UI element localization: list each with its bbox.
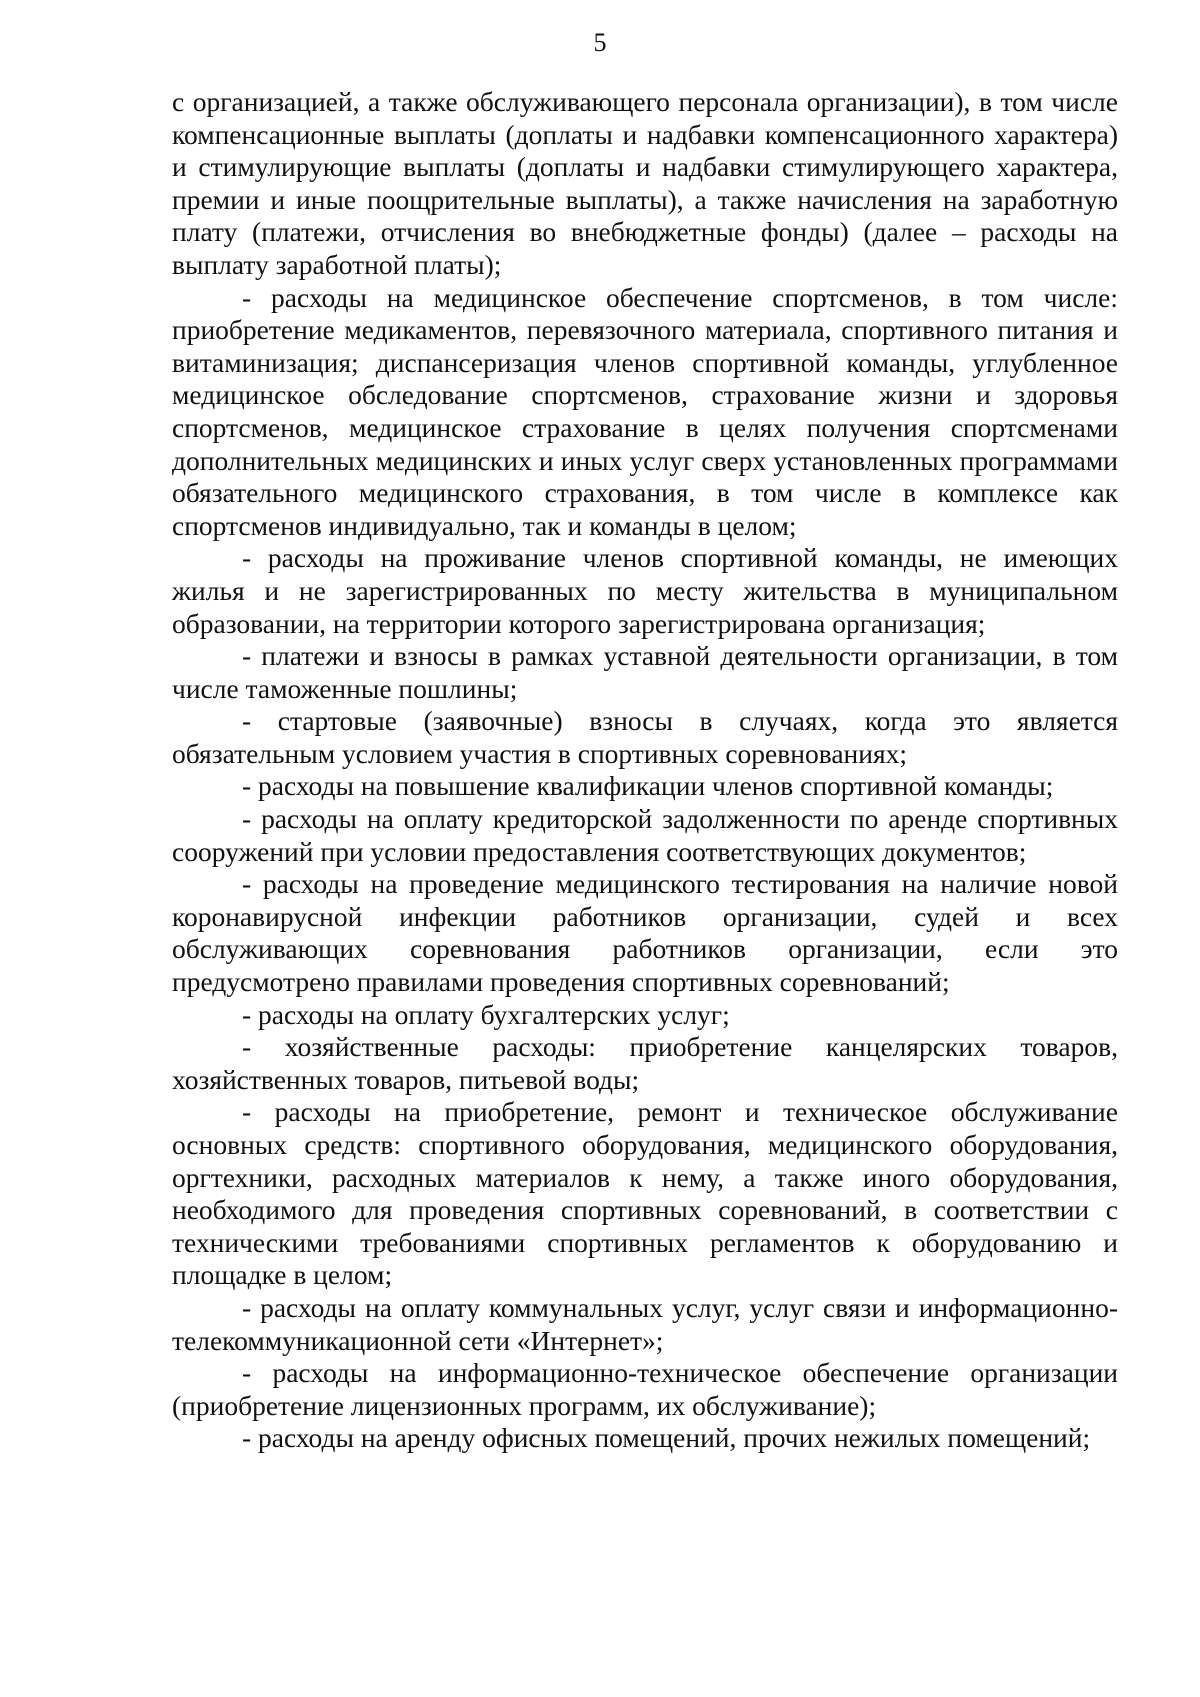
paragraph-rent-debt: - расходы на оплату кредиторской задолженности по аренде спортивных сооружений при условии предоставления соответствующих документов; <box>172 803 1118 867</box>
paragraph-salary-continuation: с организацией, а также обслуживающего персонала организации), в том числе компенсационные выплаты (доплаты и надбавки компенсационного характера) и стимулирующие выплаты (доплаты и надбавки стимулирующего характера, премии и иные поощрительные выплаты), а также начисления на заработную плату (платежи, отчисления во внебюджетные фонды) (далее – расходы на выплату заработной платы); <box>172 86 1118 280</box>
paragraph-covid-testing: - расходы на проведение медицинского тестирования на наличие новой коронавирусной инфекции работников организации, судей и всех обслуживающих соревнования работников организации, если это предусмотрено правилами проведения спортивных соревнований; <box>172 868 1118 998</box>
paragraph-accounting: - расходы на оплату бухгалтерских услуг; <box>242 998 730 1030</box>
paragraph-qualification: - расходы на повышение квалификации членов спортивной команды; <box>242 770 1054 802</box>
paragraph-fees-statutory: - платежи и взносы в рамках уставной деятельности организации, в том числе таможенные пошлины; <box>172 640 1118 704</box>
document-body <box>172 86 1118 1455</box>
paragraph-it-support: - расходы на информационно-техническое обеспечение организации (приобретение лицензионных программ, их обслуживание); <box>172 1357 1118 1421</box>
paragraph-accommodation: - расходы на проживание членов спортивной команды, не имеющих жилья и не зарегистрированных по месту жительства в муниципальном образовании, на территории которого зарегистрирована организация; <box>172 542 1118 639</box>
paragraph-equipment: - расходы на приобретение, ремонт и техническое обслуживание основных средств: спортивного оборудования, медицинского оборудования, оргтехники, расходных материалов к нему, а также иного оборудования, необходимого для проведения спортивных соревнований, в соответствии с техническими требованиями спортивных регламентов к оборудованию и площадке в целом; <box>172 1096 1118 1291</box>
page-number: 5 <box>593 28 607 57</box>
paragraph-utilities: - расходы на оплату коммунальных услуг, услуг связи и информационно-телекоммуникационной сети «Интернет»; <box>172 1291 1118 1356</box>
paragraph-medical-support: - расходы на медицинское обеспечение спортсменов, в том числе: приобретение медикаментов, перевязочного материала, спортивного питания и витаминизация; диспансеризация членов спортивной команды, углубленное медицинское обследование спортсменов, страхование жизни и здоровья спортсменов, медицинское страхование в целях получения спортсменами дополнительных медицинских и иных услуг сверх установленных программами обязательного медицинского страхования, в том числе в комплексе как спортсменов индивидуально, так и команды в целом; <box>172 281 1118 541</box>
paragraph-household: - хозяйственные расходы: приобретение канцелярских товаров, хозяйственных товаров, питьевой воды; <box>172 1031 1118 1095</box>
paragraph-entry-fees: - стартовые (заявочные) взносы в случаях, когда это является обязательным условием участия в спортивных соревнованиях; <box>172 705 1118 769</box>
paragraph-office-rent: - расходы на аренду офисных помещений, прочих нежилых помещений; <box>242 1422 1091 1454</box>
